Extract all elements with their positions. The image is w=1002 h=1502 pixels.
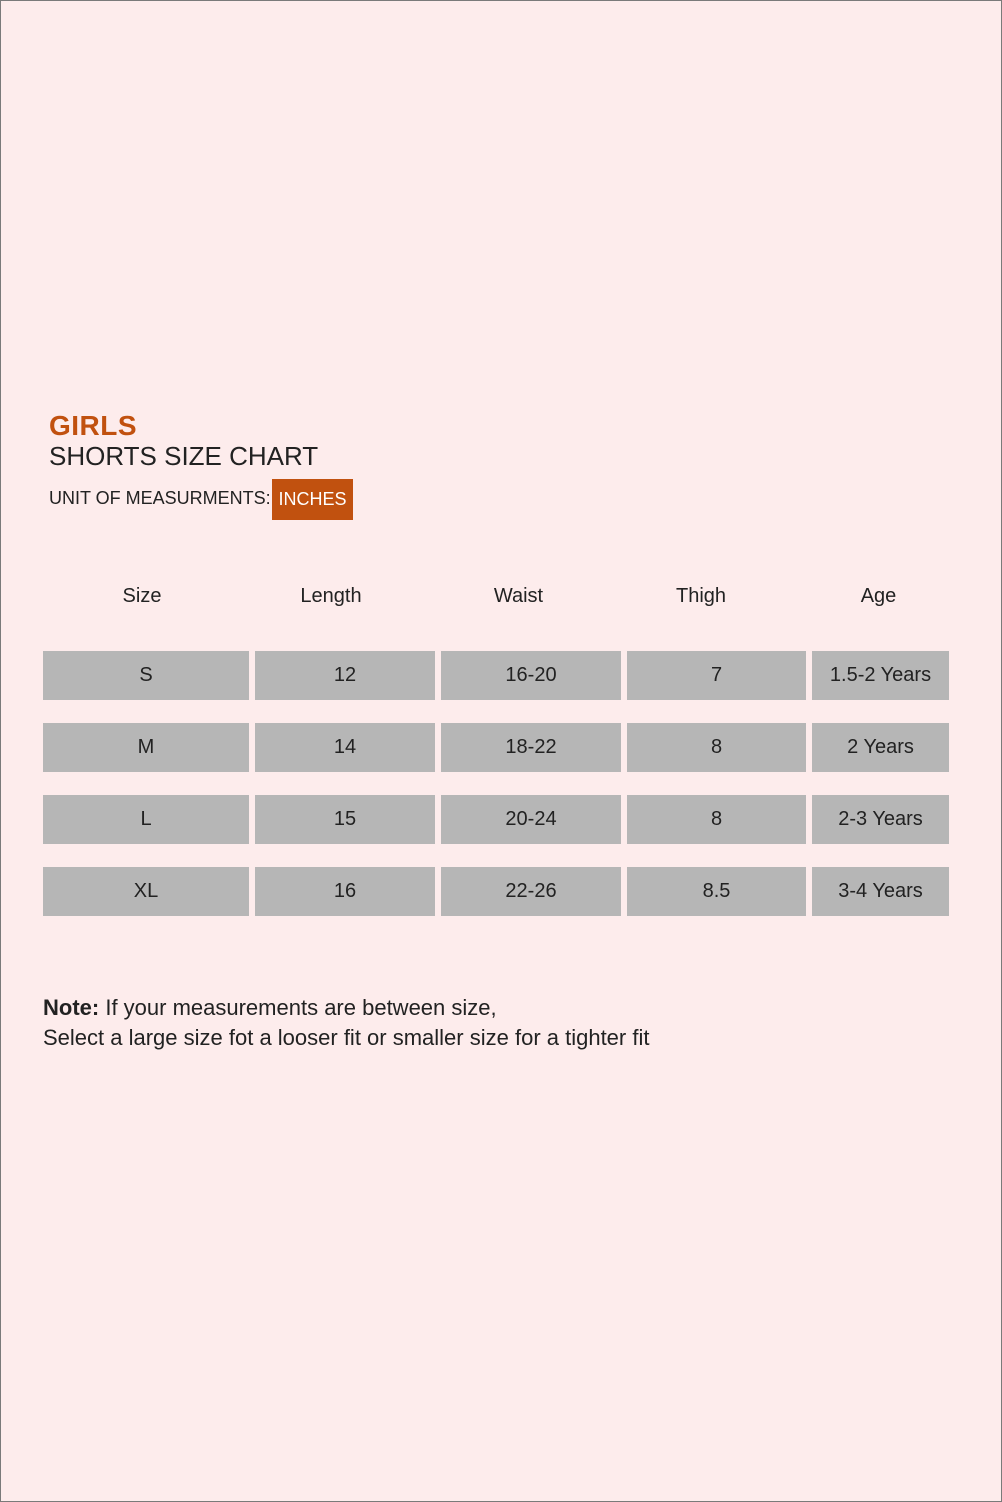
- table-cell-length: 16: [255, 867, 435, 916]
- table-cell-thigh: 8: [627, 723, 806, 772]
- table-cell-thigh: 8: [627, 795, 806, 844]
- column-header-waist: Waist: [493, 585, 544, 607]
- table-cell-waist: 16-20: [441, 651, 621, 700]
- table-cell-size: XL: [43, 867, 249, 916]
- table-cell-waist: 18-22: [441, 723, 621, 772]
- column-header-thigh: Thigh: [675, 585, 727, 607]
- table-cell-length: 14: [255, 723, 435, 772]
- table-cell-thigh: 7: [627, 651, 806, 700]
- fit-note: [43, 993, 649, 1053]
- column-header-size: Size: [122, 585, 162, 607]
- table-cell-age: 3-4 Years: [812, 867, 949, 916]
- table-cell-size: M: [43, 723, 249, 772]
- note-line-1: [43, 993, 649, 1023]
- table-cell-length: 12: [255, 651, 435, 700]
- unit-label: UNIT OF MEASURMENTS:: [49, 488, 271, 508]
- table-cell-age: 2 Years: [812, 723, 949, 772]
- note-line-2: Select a large size fot a looser fit or smaller size for a tighter fit: [43, 1025, 650, 1050]
- note-label: Note:: [43, 995, 100, 1020]
- page-subtitle: SHORTS SIZE CHART: [49, 441, 319, 471]
- table-cell-age: 1.5-2 Years: [812, 651, 949, 700]
- table-cell-waist: 22-26: [441, 867, 621, 916]
- table-cell-size: L: [43, 795, 249, 844]
- table-cell-thigh: 8.5: [627, 867, 806, 916]
- table-cell-waist: 20-24: [441, 795, 621, 844]
- column-header-age: Age: [860, 585, 897, 607]
- unit-badge: INCHES: [272, 479, 353, 520]
- note-text-1: If your measurements are between size,: [99, 995, 497, 1020]
- table-cell-length: 15: [255, 795, 435, 844]
- column-header-length: Length: [300, 585, 362, 607]
- table-cell-size: S: [43, 651, 249, 700]
- table-cell-age: 2-3 Years: [812, 795, 949, 844]
- page-title: GIRLS: [49, 410, 138, 441]
